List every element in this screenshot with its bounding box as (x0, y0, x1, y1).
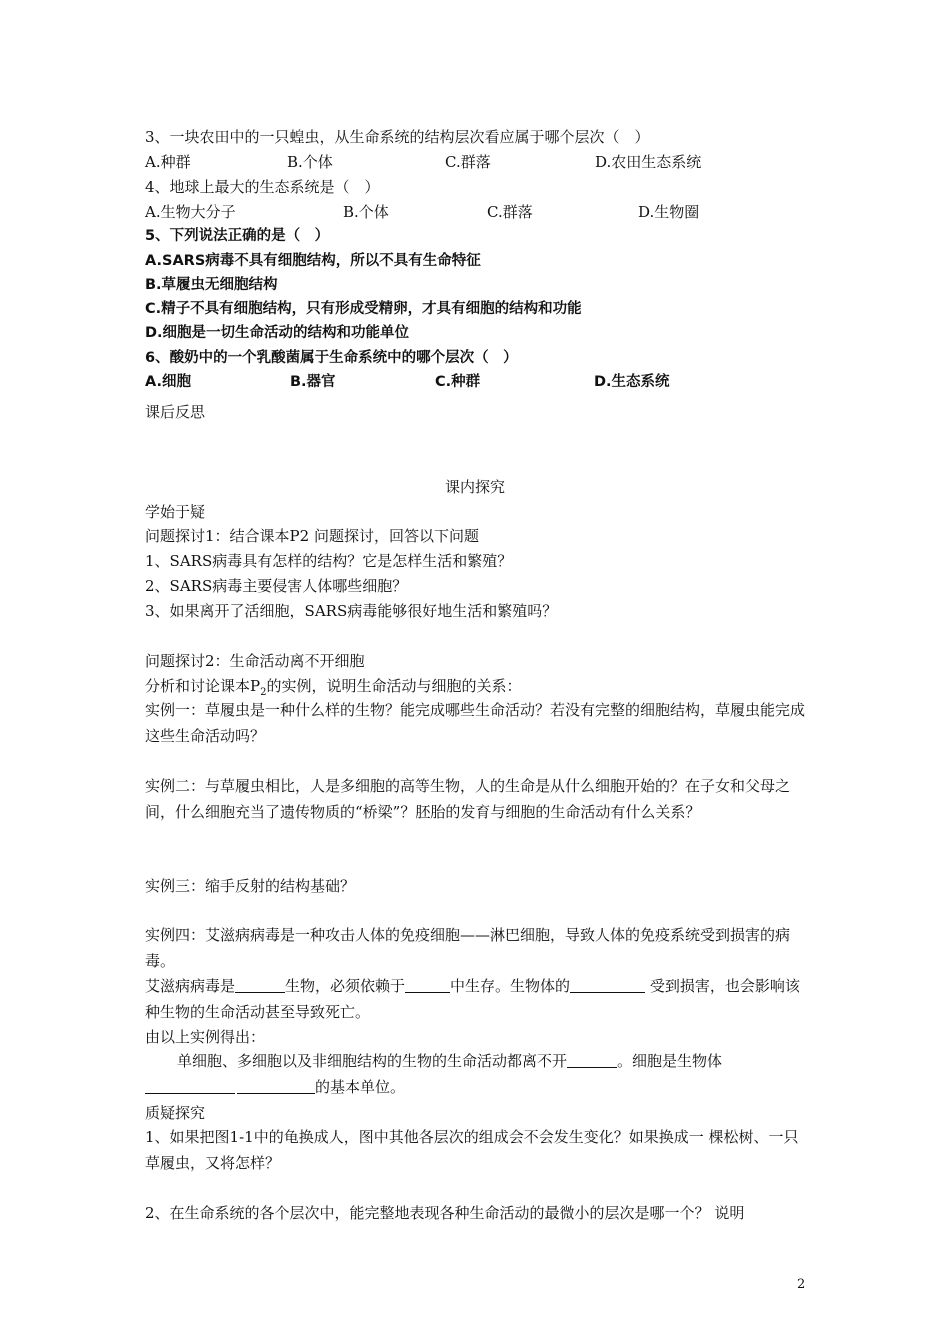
topic1-item-2: 2、SARS病毒主要侵害人体哪些细胞？ (145, 577, 408, 595)
page-number: 2 (797, 1277, 806, 1292)
inquiry-q2: 2、在生命系统的各个层次中，能完整地表现各种生命活动的最微小的层次是哪一个？ 说明 (145, 1204, 745, 1222)
q3-option-d: D.农田生态系统 (595, 153, 702, 171)
section-title: 课内探究 (444, 478, 505, 496)
topic2-intro: 分析和讨论课本$P_2$的实例，说明生命活动与细胞的关系： (145, 677, 522, 698)
q5-option-b: B.草履虫无细胞结构 (145, 277, 278, 293)
topic1-item-3: 3、如果离开了活细胞，SARS病毒能够很好地生活和繁殖吗？ (145, 602, 558, 620)
q4-option-c: C.群落 (487, 203, 533, 221)
example-1: 实例一：草履虫是一种什么样的生物？能完成哪些生命活动？若没有完整的细胞结构，草履虫能完成这些生命活动吗？ (145, 701, 806, 745)
q3-option-c: C.群落 (445, 153, 491, 171)
q6-option-b: B.器官 (290, 374, 336, 390)
q3-option-a: A.种群 (145, 153, 191, 171)
q6-option-c: C.种群 (435, 374, 481, 390)
reflection-heading: 课后反思 (145, 403, 206, 421)
q6-stem: 6、酸奶中的一个乳酸菌属于生命系统中的哪个层次（ ） (145, 350, 518, 366)
q4-option-b: B.个体 (343, 203, 389, 221)
topic1-title: 问题探讨1：结合课本P2 问题探讨，回答以下问题 (145, 527, 479, 545)
q4-option-a: A.生物大分子 (145, 203, 236, 221)
q3-option-b: B.个体 (287, 153, 333, 171)
topic1-item-1: 1、SARS病毒具有怎样的结构？它是怎样生活和繁殖？ (145, 552, 513, 570)
q6-option-a: A.细胞 (145, 374, 191, 390)
inquiry-q1: 1、如果把图1-1中的龟换成人，图中其他各层次的组成会不会发生变化？如果换成一 棵松树、一只草履虫，又将怎样？ (145, 1128, 799, 1172)
fill-in-paragraph: 艾滋病病毒是 生物，必须依赖于 中生存。生物体的 受到损害，也会影响该种生物的生命活动甚至导致死亡。 (145, 977, 800, 1021)
inquiry-title: 质疑探究 (145, 1104, 206, 1122)
topic2-title: 问题探讨2：生命活动离不开细胞 (145, 652, 365, 670)
conclusion-label: 由以上实例得出： (145, 1028, 266, 1046)
summary-paragraph: 单细胞、多细胞以及非细胞结构的生物的生命活动都离不开 。细胞是生物体 的基本单位。 (145, 1048, 810, 1100)
blank-2[interactable] (405, 976, 450, 993)
q4-stem: 4、地球上最大的生态系统是（ ） (145, 178, 380, 196)
q5-option-c: C.精子不具有细胞结构，只有形成受精卵，才具有细胞的结构和功能 (145, 301, 582, 317)
example-3: 实例三：缩手反射的结构基础？ (145, 877, 356, 895)
example-2: 实例二：与草履虫相比，人是多细胞的高等生物，人的生命是从什么细胞开始的？在子女和父母之间，什么细胞充当了遗传物质的“桥梁”？胚胎的发育与细胞的生命活动有什么关系？ (145, 777, 791, 821)
blank-5[interactable] (145, 1077, 235, 1094)
q5-option-d: D.细胞是一切生命活动的结构和功能单位 (145, 325, 410, 341)
q4-option-d: D.生物圈 (638, 203, 700, 221)
blank-3[interactable] (570, 976, 645, 993)
learn-heading: 学始于疑 (145, 503, 206, 521)
blank-1[interactable] (235, 976, 285, 993)
blank-4[interactable] (567, 1051, 617, 1068)
blank-6[interactable] (237, 1077, 315, 1094)
q5-stem: 5、下列说法正确的是（ ） (145, 228, 330, 244)
example-4: 实例四：艾滋病病毒是一种攻击人体的免疫细胞——淋巴细胞，导致人体的免疫系统受到损害的病毒。 (145, 926, 791, 970)
q3-stem: 3、一块农田中的一只蝗虫，从生命系统的结构层次看应属于哪个层次（ ） (145, 128, 650, 146)
q5-option-a: A.SARS病毒不具有细胞结构，所以不具有生命特征 (145, 253, 481, 269)
q6-option-d: D.生态系统 (594, 374, 670, 390)
